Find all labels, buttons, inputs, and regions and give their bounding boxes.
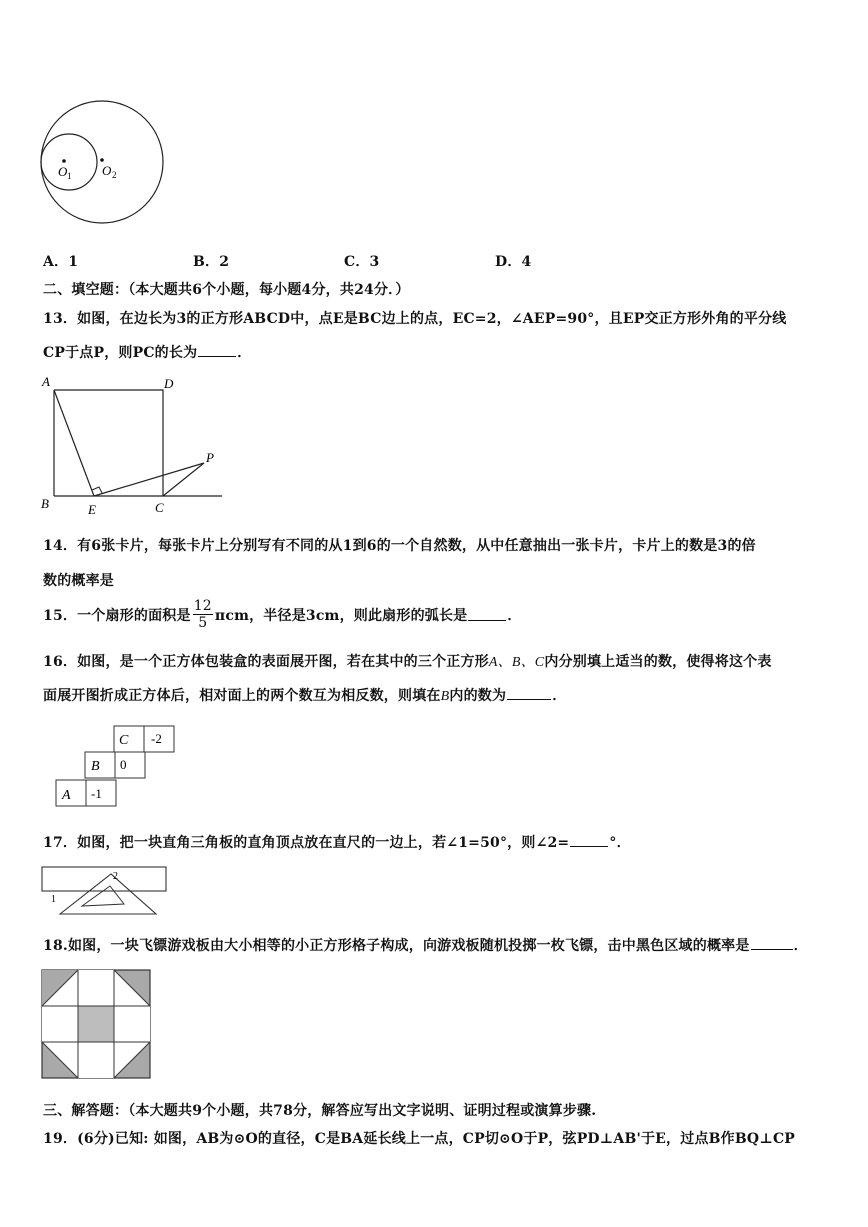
segment-ep <box>94 463 204 496</box>
option-b: B．2 <box>193 254 230 270</box>
q16-line2-post: 内的数为 <box>449 688 507 704</box>
q13-line1: 13．如图，在边长为3的正方形ABCD中，点E是BC边上的点，EC=2，∠AEP=90°，且EP交正方形外角的平分线 <box>43 311 787 327</box>
q16-line2-label: B <box>440 689 450 704</box>
label-e: E <box>88 502 96 517</box>
right-angle-mark <box>92 487 102 493</box>
q15-text-mid: πcm，半径是3cm，则此扇形的弧长是 <box>214 607 468 624</box>
q13-line2-end: ． <box>237 345 252 361</box>
segment-ae <box>54 390 94 496</box>
triangle-inner <box>82 886 124 906</box>
option-c: C．3 <box>344 254 380 270</box>
center-point-o1 <box>62 159 66 163</box>
white-cell-top <box>78 970 114 1006</box>
cube-net-figure <box>50 722 180 812</box>
triangle-outer <box>60 874 156 914</box>
q13-line2 <box>43 342 251 362</box>
q16-line1 <box>43 651 772 671</box>
q15-text-pre: 15．一个扇形的面积是 <box>43 607 191 624</box>
q17-answer-blank <box>570 834 608 847</box>
net-value-zero: 0 <box>120 757 127 772</box>
white-cell-bottom <box>78 1042 114 1078</box>
segment-cp <box>163 463 204 496</box>
net-label-c: C <box>119 733 129 748</box>
section2-heading: 二、填空题：（本大题共6个小题，每小题4分，共24分．） <box>43 282 410 298</box>
label-c: C <box>155 500 164 515</box>
label-o2: O <box>102 163 112 178</box>
option-a: A．1 <box>43 254 79 270</box>
net-cell-b <box>85 752 115 778</box>
q13-line2-text: CP于点P，则PC的长为 <box>43 345 198 361</box>
ruler-triangle-figure <box>38 862 172 918</box>
label-o2-sub: 2 <box>112 170 117 180</box>
q17-line <box>43 832 631 852</box>
q13-answer-blank <box>198 344 236 357</box>
angle-label-1: 1 <box>51 894 56 905</box>
label-d: D <box>164 376 174 391</box>
q16-line1-pre: 16．如图，是一个正方体包装盒的表面展开图，若在其中的三个正方形 <box>43 654 489 670</box>
label-b: B <box>41 496 49 511</box>
q16-line2 <box>43 685 566 705</box>
option-d: D．4 <box>495 254 532 270</box>
label-o1: O <box>58 164 68 179</box>
q14-line1: 14．有6张卡片，每张卡片上分别写有不同的从1到6的一个自然数，从中任意抽出一张卡片，卡片上的数是3的倍 <box>43 538 756 554</box>
white-cell-right <box>114 1006 150 1042</box>
center-point-o2 <box>100 158 104 162</box>
q18-answer-blank <box>751 937 793 950</box>
q18-text-end: ． <box>793 938 808 954</box>
net-label-b: B <box>91 759 100 774</box>
outer-circle-o2 <box>41 101 163 223</box>
q18-text-pre: 18.如图，一块飞镖游戏板由大小相等的小正方形格子构成，向游戏板随机投掷一枚飞镖，击中黑色区域的概率是 <box>43 938 750 954</box>
section3-heading: 三、解答题：（本大题共9个小题，共78分，解答应写出文字说明、证明过程或演算步骤. <box>43 1103 597 1119</box>
q15-answer-blank <box>468 608 506 621</box>
q17-text-pre: 17．如图，把一块直角三角板的直角顶点放在直尺的一边上，若∠1=50°，则∠2= <box>43 835 570 851</box>
net-label-a: A <box>62 788 71 803</box>
label-a: A <box>42 374 50 389</box>
q17-text-end: °． <box>609 835 631 851</box>
label-p: P <box>206 450 214 465</box>
q16-line2-pre: 面展开图折成正方体后，相对面上的两个数互为相反数，则填在 <box>43 688 441 704</box>
q14-line2: 数的概率是 <box>43 573 114 589</box>
net-value-neg2: -2 <box>151 731 162 746</box>
q16-line2-end: ． <box>552 688 567 704</box>
q15-frac-den: 5 <box>198 615 208 631</box>
q18-line <box>43 935 808 955</box>
angle-label-2: 2 <box>113 871 118 882</box>
q16-line1-post: 内分别填上适当的数，使得将这个表 <box>544 654 772 670</box>
q16-answer-blank <box>507 687 551 700</box>
circles-figure <box>36 96 168 228</box>
q16-line1-labels: A、B、C <box>488 655 545 670</box>
inner-circle-o1 <box>41 134 97 190</box>
gray-center-cell <box>78 1006 114 1042</box>
q19-line1: 19．(6分)已知: 如图，AB为⊙O的直径，C是BA延长线上一点，CP切⊙O于P，弦PD⊥AB'于E，过点B作BQ⊥CP <box>43 1131 796 1147</box>
net-value-neg1: -1 <box>91 786 102 801</box>
q15-line <box>43 598 522 631</box>
square-figure <box>36 372 232 518</box>
q15-fraction <box>193 598 213 631</box>
net-cell-a <box>56 780 86 806</box>
dartboard-figure <box>40 968 154 1082</box>
white-cell-left <box>42 1006 78 1042</box>
q15-frac-num: 12 <box>193 598 212 614</box>
q15-text-end: ． <box>507 607 522 624</box>
label-o1-sub: 1 <box>67 171 72 181</box>
